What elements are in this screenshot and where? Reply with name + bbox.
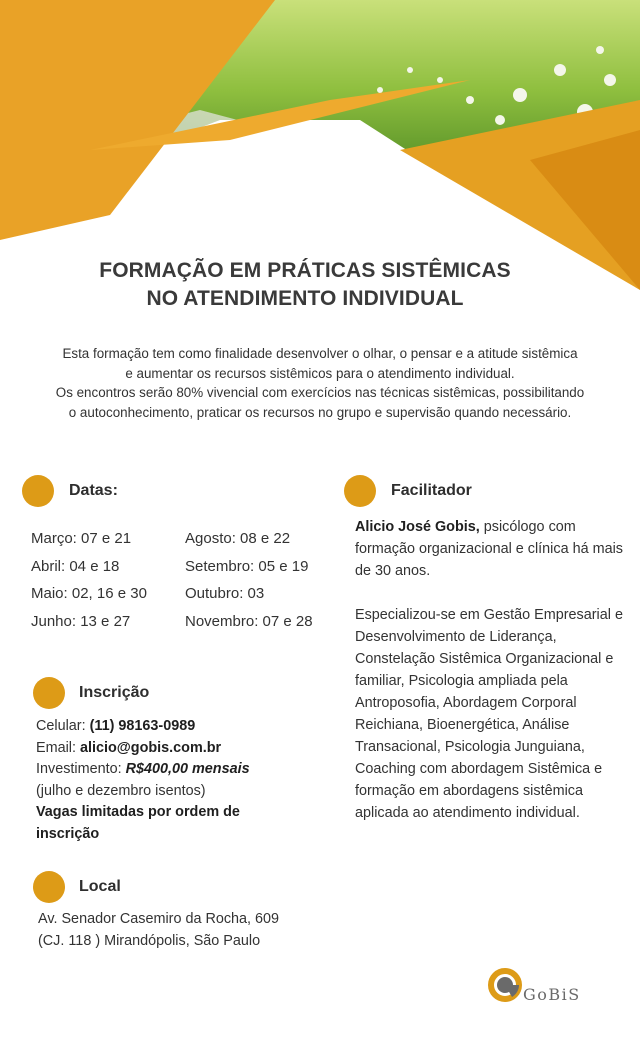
intro-line: e aumentar os recursos sistêmicos para o atendimento individual. <box>125 365 515 381</box>
investimento-value: R$400,00 mensais <box>125 761 250 777</box>
date-item: Outubro: 03 <box>185 585 265 603</box>
facilitador-bio-1: psicólogo com formação organizacional e clínica há mais de 30 anos. <box>355 519 623 579</box>
facilitador-bullet-icon <box>344 475 376 507</box>
intro-line: Os encontros serão 80% vivencial com exercícios nas técnicas sistêmicas, possibilitando <box>55 385 585 400</box>
address-line-1: Av. Senador Casemiro da Rocha, 609 <box>38 911 280 927</box>
intro-line: o autoconhecimento, praticar os recursos no grupo e supervisão quando necessário. <box>68 404 572 420</box>
intro-line: Esta formação tem como finalidade desenvolver o olhar, o pensar e a atitude sistêmica <box>62 346 578 361</box>
local-address <box>38 909 338 952</box>
email-value: alicio@gobis.com.br <box>79 739 222 756</box>
intro-paragraph <box>10 344 630 422</box>
header-banner <box>0 0 640 300</box>
investimento-label: Investimento: <box>36 761 126 777</box>
date-item: Agosto: 08 e 22 <box>185 530 291 547</box>
local-heading: Local <box>79 878 121 895</box>
investimento-line <box>36 759 326 781</box>
inscricao-heading: Inscrição <box>79 684 150 701</box>
local-bullet-icon <box>33 871 65 903</box>
datas-bullet-icon <box>22 475 54 507</box>
address-line-2: (CJ. 118 ) Mirandópolis, São Paulo <box>38 932 261 949</box>
email-line <box>36 738 326 760</box>
date-item: Novembro: 07 e 28 <box>185 613 313 631</box>
date-item: Março: 07 e 21 <box>31 530 132 547</box>
celular-value: (11) 98163-0989 <box>89 718 196 734</box>
facilitador-intro <box>355 516 625 582</box>
celular-line <box>36 716 326 738</box>
page-title-line1: FORMAÇÃO EM PRÁTICAS SISTÊMICAS <box>99 259 511 282</box>
datas-column-1 <box>31 525 147 636</box>
vagas-note: Vagas limitadas por ordem de inscrição <box>36 804 240 842</box>
date-item: Maio: 02, 16 e 30 <box>31 585 147 603</box>
date-item: Junho: 13 e 27 <box>31 613 131 631</box>
facilitador-name: Alicio José Gobis, <box>355 519 480 535</box>
email-label: Email: <box>36 739 80 756</box>
logo-text: GoBiS <box>523 985 581 1004</box>
date-item: Abril: 04 e 18 <box>31 557 120 575</box>
datas-column-2 <box>185 525 313 636</box>
inscricao-bullet-icon <box>33 677 65 709</box>
facilitador-heading: Facilitador <box>391 482 472 499</box>
datas-heading: Datas: <box>69 482 118 499</box>
facilitador-bio-2: Especializou-se em Gestão Empresarial e Desenvolvimento de Liderança, Constelação Sistêmica Organizacional e familiar, Psicologia ampliada pela Antroposofia, Abordagem Corporal Reichiana, Bioenergética, Análise Transacional, Psicologia Junguiana, Coaching com abordagem Sistêmica e formação em abordagens sistêmica aplicada ao atendimento individual. <box>355 607 623 821</box>
date-item: Setembro: 05 e 19 <box>185 557 309 575</box>
investimento-note: (julho e dezembro isentos) <box>36 782 206 799</box>
inscricao-details <box>36 716 326 845</box>
celular-label: Celular: <box>36 718 90 734</box>
page-title-line2: NO ATENDIMENTO INDIVIDUAL <box>146 287 464 310</box>
